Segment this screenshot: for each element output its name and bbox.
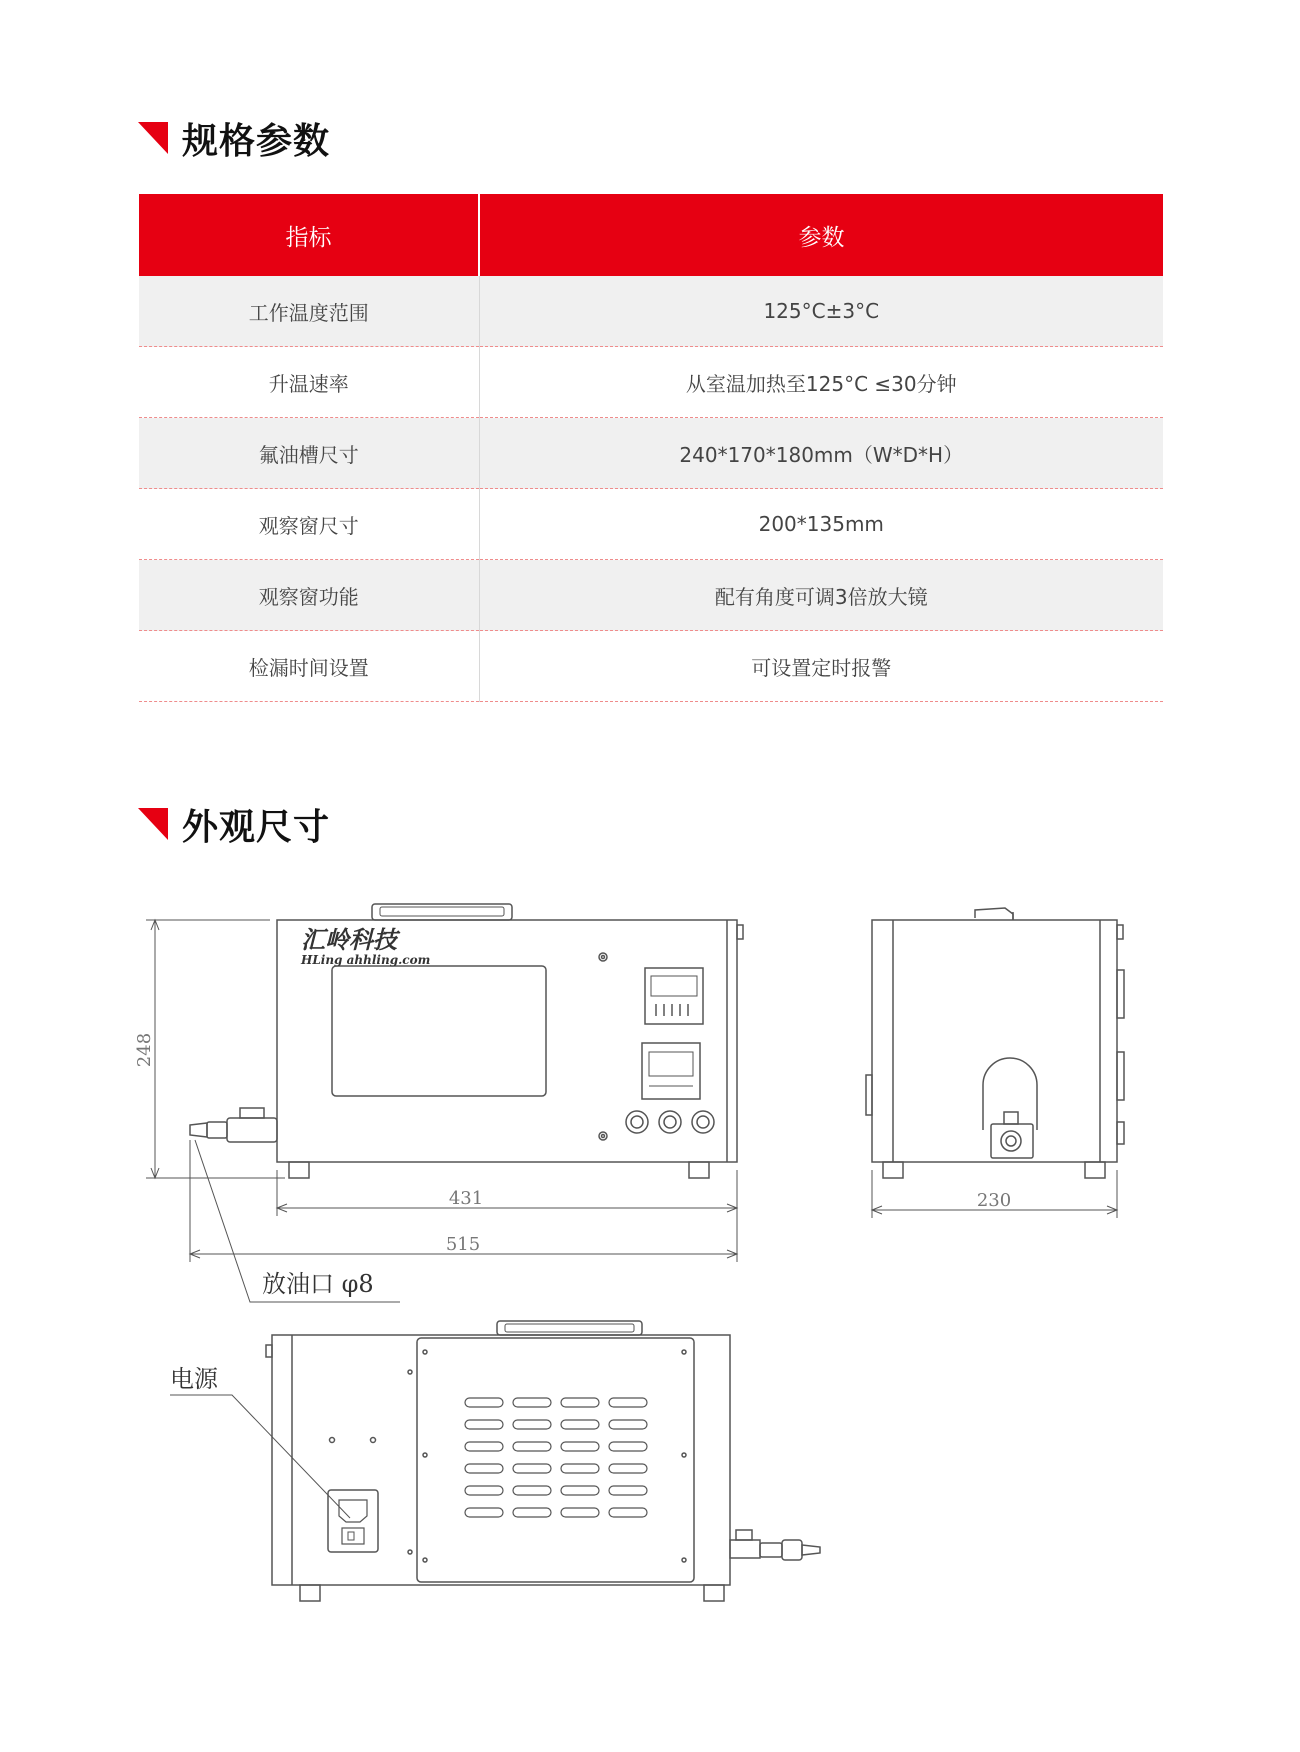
header-indicator: 指标 <box>139 194 479 276</box>
row-value: 从室温加热至125°C ≤30分钟 <box>479 347 1163 418</box>
front-view-drawing <box>134 904 743 1302</box>
side-handle <box>975 908 1013 920</box>
dim-width-body-label: 431 <box>448 1188 484 1209</box>
power-leader-line <box>170 1395 350 1518</box>
row-label: 检漏时间设置 <box>139 631 479 702</box>
row-value: 可设置定时报警 <box>479 631 1163 702</box>
row-label: 升温速率 <box>139 347 479 418</box>
row-label: 工作温度范围 <box>139 276 479 347</box>
back-panel <box>417 1338 694 1582</box>
front-window <box>332 966 546 1096</box>
row-value: 配有角度可调3倍放大镜 <box>479 560 1163 631</box>
row-label: 氟油槽尺寸 <box>139 418 479 489</box>
dims-title-text: 外观尺寸 <box>182 806 331 848</box>
back-view-drawing <box>170 1321 820 1601</box>
row-label: 观察窗功能 <box>139 560 479 631</box>
row-value: 200*135mm <box>479 489 1163 560</box>
header-parameter: 参数 <box>479 194 1163 276</box>
back-body <box>272 1335 730 1585</box>
temperature-controller <box>642 1043 700 1099</box>
dim-height-label: 248 <box>134 1032 155 1068</box>
side-tank-outline <box>983 1058 1037 1130</box>
logo-cn-text: 汇岭科技 <box>301 925 397 954</box>
row-label: 观察窗尺寸 <box>139 489 479 560</box>
side-view-drawing <box>866 908 1124 1218</box>
power-label: 电源 <box>170 1365 218 1393</box>
drain-label: 放油口 φ8 <box>262 1270 374 1298</box>
front-handle <box>372 904 512 920</box>
back-handle <box>497 1321 642 1335</box>
power-socket <box>328 1490 378 1552</box>
logo-en-text: HLing ahhling.com <box>301 953 431 967</box>
row-value: 240*170*180mm（W*D*H） <box>479 418 1163 489</box>
side-body <box>872 920 1117 1162</box>
row-value: 125°C±3°C <box>479 276 1163 347</box>
specs-title-text: 规格参数 <box>182 120 331 162</box>
back-vent-slots <box>465 1398 647 1517</box>
dim-width-total-label: 515 <box>445 1234 481 1255</box>
dim-depth-label: 230 <box>976 1190 1012 1211</box>
